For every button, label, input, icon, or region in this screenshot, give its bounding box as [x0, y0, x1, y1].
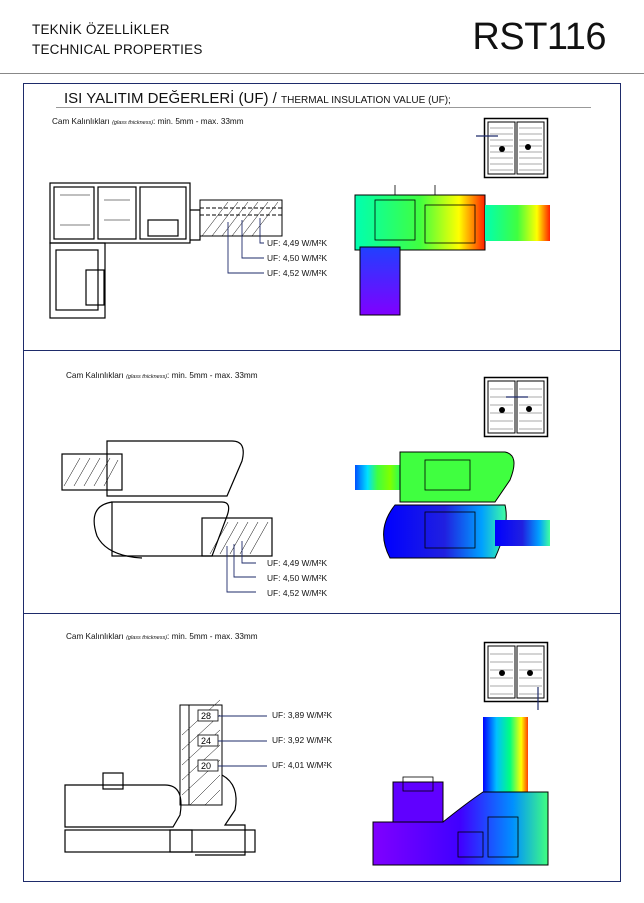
- glass-thickness-3: Cam Kalınlıkları (glass thickness): min. 5mm - max. 33mm: [66, 632, 258, 641]
- section-title-tr: ISI YALITIM DEĞERLERİ (UF): [64, 90, 269, 107]
- profile-section-drawing-1: [50, 180, 290, 320]
- thermal-simulation-1: [355, 185, 550, 320]
- glass-mark-28: 28: [201, 711, 212, 721]
- section-title-en: THERMAL INSULATION VALUE (UF);: [281, 95, 451, 106]
- uf-value-3-3: UF: 4,01 W/M²K: [272, 760, 333, 770]
- panel-divider-1: [24, 350, 620, 351]
- uf-value-1-2: UF: 4,50 W/M²K: [267, 253, 328, 263]
- header-divider: [0, 73, 644, 74]
- window-thumbnail-2: [484, 377, 548, 437]
- panel-divider-2: [24, 613, 620, 614]
- uf-value-1-3: UF: 4,52 W/M²K: [267, 268, 328, 278]
- glass-mark-24: 24: [201, 736, 212, 746]
- uf-value-2-2: UF: 4,50 W/M²K: [267, 573, 328, 583]
- thermal-simulation-2: [355, 450, 550, 560]
- window-thumbnail-3: [484, 642, 548, 710]
- uf-value-3-2: UF: 3,92 W/M²K: [272, 735, 333, 745]
- uf-value-3-1: UF: 3,89 W/M²K: [272, 710, 333, 720]
- glass-thickness-1: Cam Kalınlıkları (glass thickness): min. 5mm - max. 33mm: [52, 117, 244, 126]
- header-title-en: TECHNICAL PROPERTIES: [32, 42, 203, 57]
- product-code: RST116: [472, 16, 606, 58]
- glass-mark-20: 20: [201, 761, 212, 771]
- header-title-tr: TEKNİK ÖZELLİKLER: [32, 22, 170, 37]
- uf-value-1-1: UF: 4,49 W/M²K: [267, 238, 328, 248]
- glass-thickness-2: Cam Kalınlıkları (glass thickness): min. 5mm - max. 33mm: [66, 371, 258, 380]
- profile-section-drawing-3: [65, 705, 255, 865]
- profile-section-drawing-2: [62, 436, 252, 601]
- uf-value-2-1: UF: 4,49 W/M²K: [267, 558, 328, 568]
- thermal-simulation-3: [373, 717, 548, 865]
- window-thumbnail-1: [484, 118, 548, 178]
- uf-value-2-3: UF: 4,52 W/M²K: [267, 588, 328, 598]
- section-title: ISI YALITIM DEĞERLERİ (UF) / THERMAL INSULATION VALUE (UF);: [64, 90, 451, 107]
- title-underline: [56, 107, 591, 108]
